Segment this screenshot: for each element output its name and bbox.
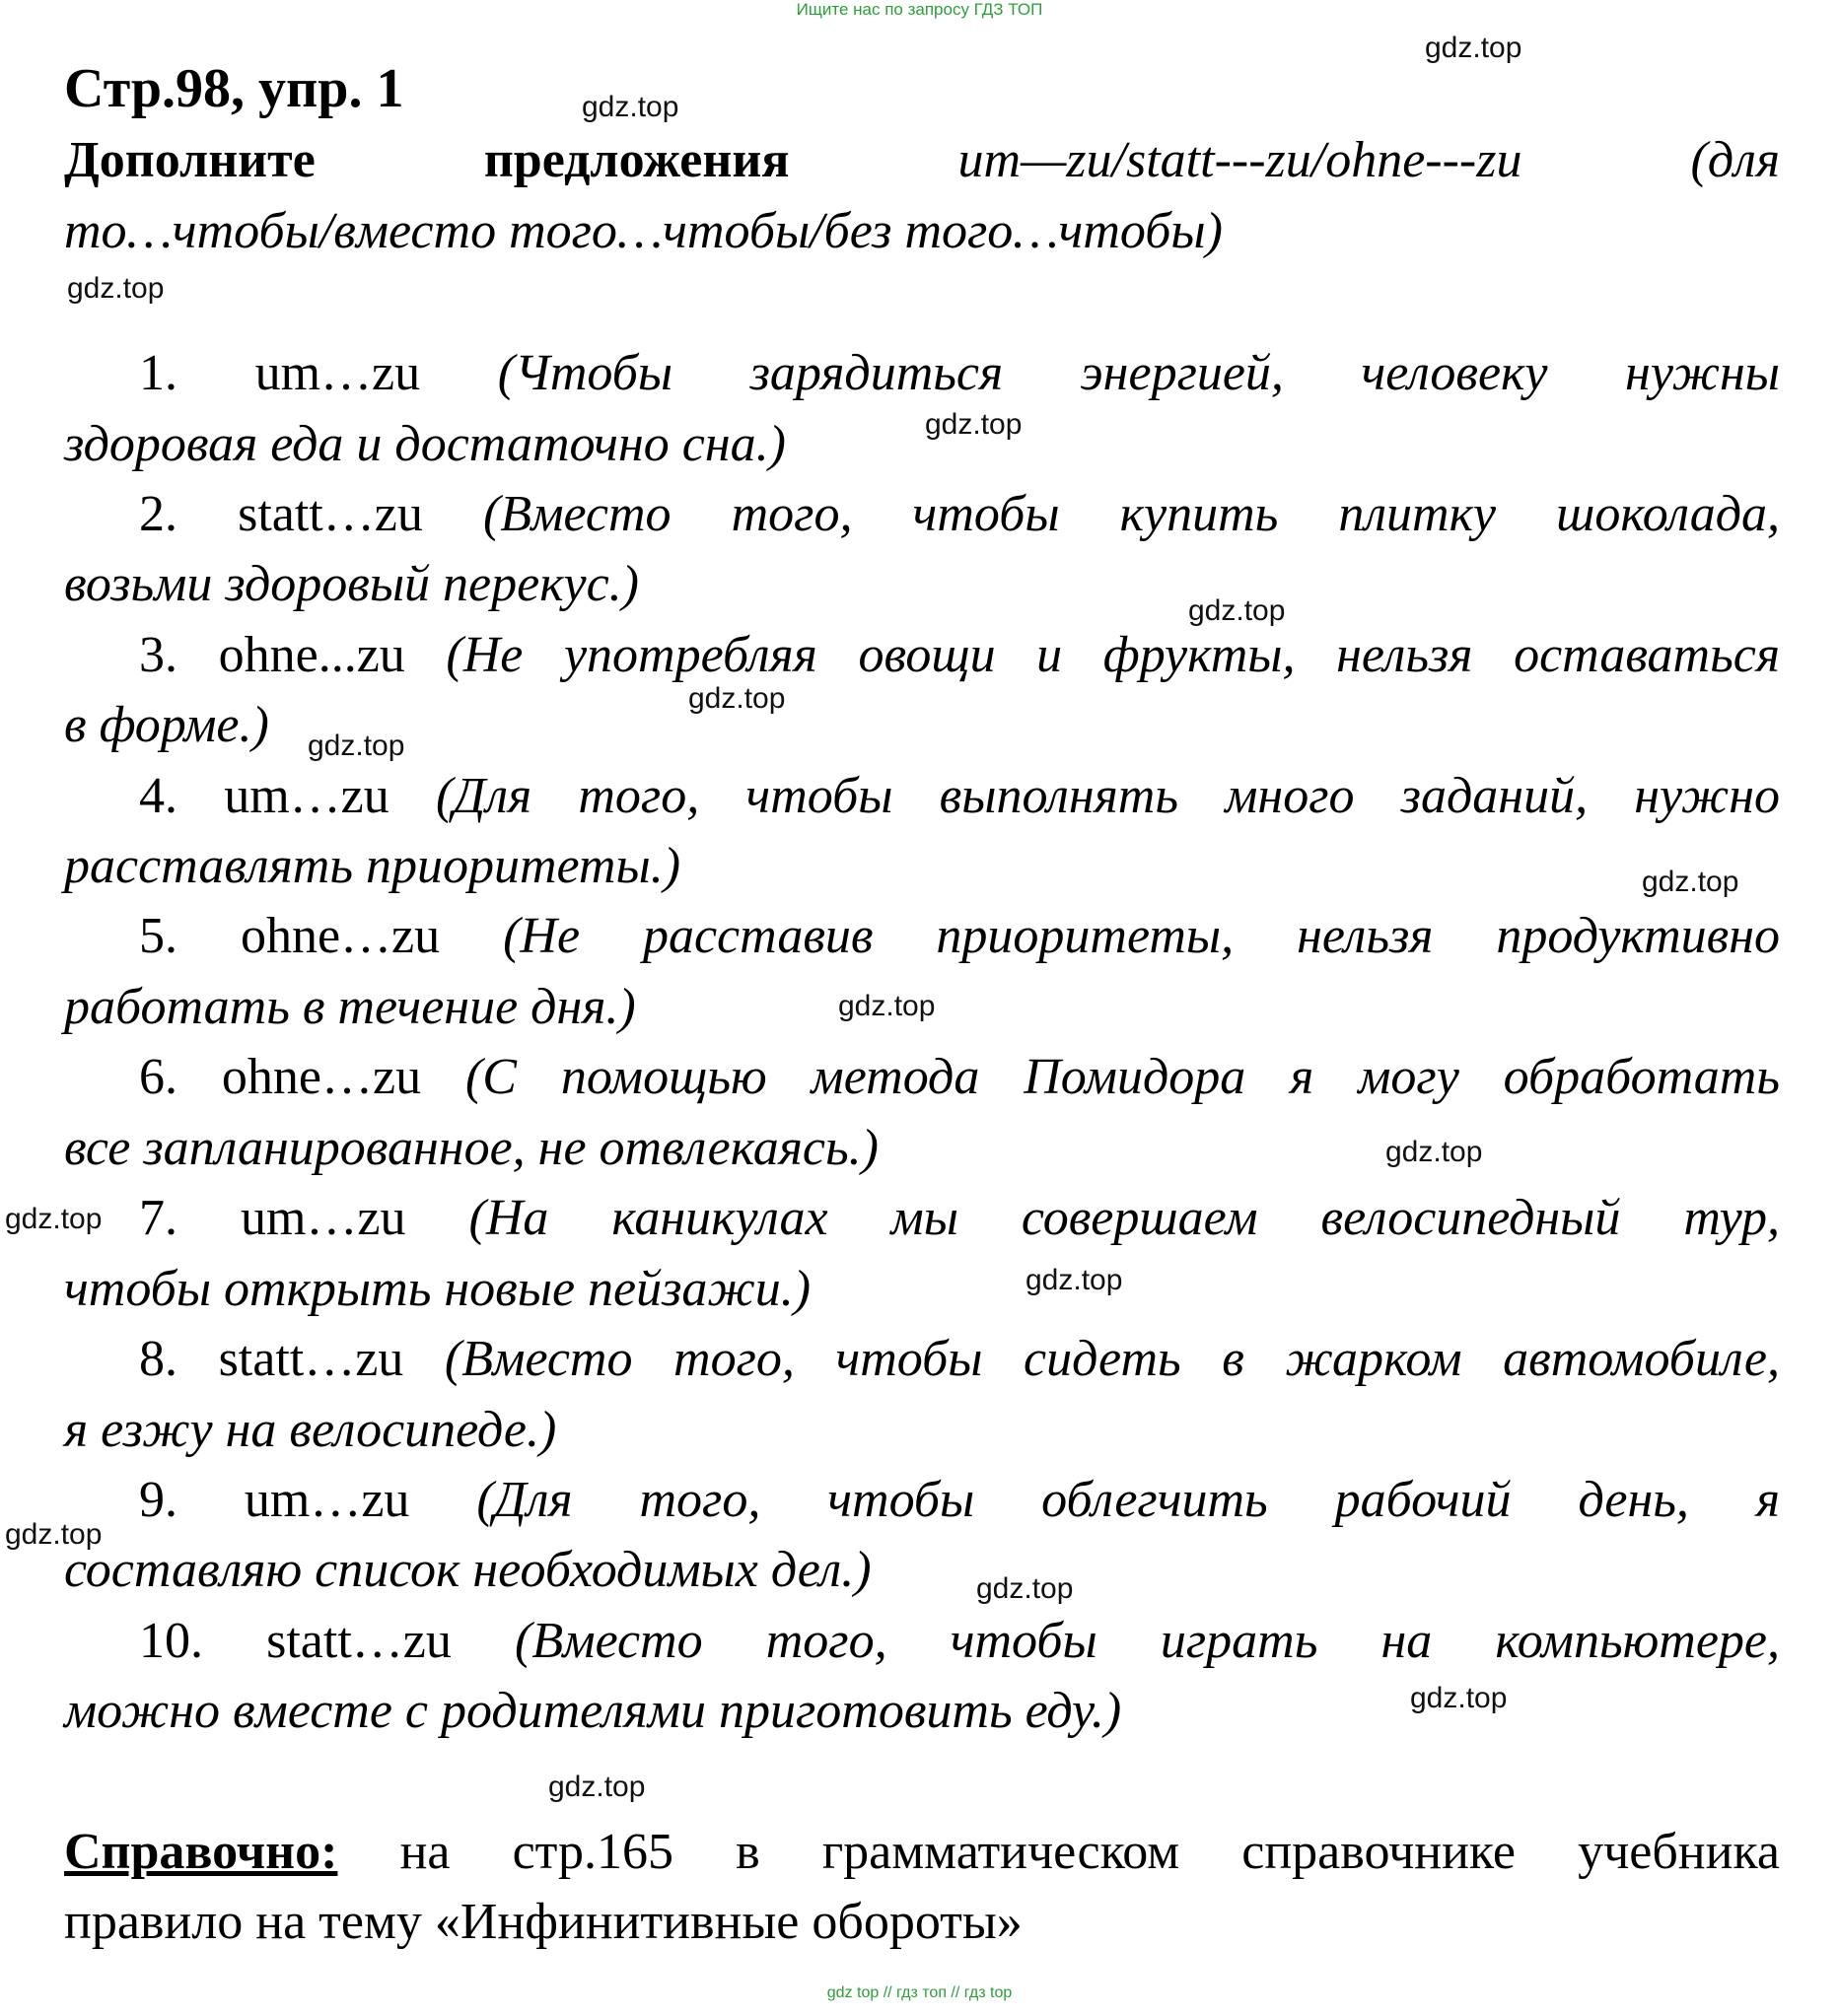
item-prep: ohne…zu [221, 1049, 422, 1105]
watermark: gdz.top [838, 990, 936, 1022]
watermark: gdz.top [548, 1771, 646, 1803]
item-9-line-1 [64, 1465, 1780, 1535]
item-1-line-1 [64, 338, 1780, 408]
item-sentence: (Не употребляя овощи и фрукты, нельзя оставаться [446, 627, 1781, 683]
item-number: 9. [139, 1472, 177, 1528]
item-10-line-1 [64, 1606, 1780, 1676]
reference-line-1 [64, 1817, 1780, 1887]
item-prep: statt…zu [218, 1331, 404, 1387]
item-sentence: (Не расставив приоритеты, нельзя продуктивно [503, 908, 1780, 964]
item-7-line-1 [64, 1183, 1780, 1253]
watermark: gdz.top [67, 272, 165, 305]
item-sentence: (Для того, чтобы облегчить рабочий день, я [476, 1472, 1780, 1528]
watermark: gdz.top [1188, 594, 1286, 627]
item-10-line-2: можно вместе с родителями приготовить еду.) [64, 1683, 1122, 1739]
watermark: gdz.top [1425, 32, 1522, 64]
item-6-line-2: все запланированное, не отвлекаясь.) [64, 1120, 879, 1176]
item-prep: ohne…zu [240, 908, 441, 964]
item-9-line-2: составляю список необходимых дел.) [64, 1542, 872, 1598]
watermark: gdz.top [1385, 1136, 1483, 1168]
item-sentence: (Вместо того, чтобы купить плитку шоколада, [482, 486, 1781, 542]
item-sentence: (Для того, чтобы выполнять много заданий, нужно [435, 768, 1781, 824]
item-number: 6. [139, 1049, 177, 1105]
item-5-line-2: работать в течение дня.) [64, 979, 636, 1035]
item-number: 10. [139, 1613, 203, 1669]
item-prep: um…zu [224, 768, 389, 824]
item-prep: statt…zu [238, 486, 423, 542]
item-prep: statt…zu [266, 1613, 452, 1669]
task-line-1 [64, 125, 1780, 195]
item-number: 7. [139, 1190, 177, 1246]
item-number: 8. [139, 1331, 177, 1387]
item-sentence: (Вместо того, чтобы играть на компьютере, [515, 1613, 1780, 1669]
watermark: gdz.top [688, 682, 786, 715]
reference-label: Справочно: [64, 1824, 338, 1880]
item-prep: um…zu [244, 1472, 410, 1528]
item-number: 1. [139, 345, 177, 401]
watermark: gdz.top [1410, 1682, 1508, 1714]
item-sentence: (На каникулах мы совершаем велосипедный тур, [468, 1190, 1781, 1246]
item-2-line-1 [64, 479, 1780, 549]
item-3-line-1 [64, 620, 1780, 690]
item-3-line-2: в форме.) [64, 697, 269, 753]
item-number: 5. [139, 908, 177, 964]
top-banner: Ищите нас по запросу ГДЗ ТОП [796, 0, 1043, 19]
item-2-line-2: возьми здоровый перекус.) [64, 556, 639, 612]
watermark: gdz.top [976, 1572, 1074, 1605]
watermark: gdz.top [925, 408, 1023, 441]
item-1-line-2: здоровая еда и достаточно сна.) [64, 416, 786, 472]
reference-text-1: на стр.165 в грамматическом справочнике учебника [399, 1824, 1780, 1880]
item-4-line-2: расставлять приоритеты.) [64, 838, 681, 894]
watermark: gdz.top [5, 1203, 103, 1235]
item-8-line-2: я езжу на велосипеде.) [64, 1402, 557, 1458]
page-title: Стр.98, упр. 1 [64, 58, 404, 119]
item-prep: ohne...zu [218, 627, 405, 683]
item-number: 3. [139, 627, 177, 683]
item-prep: um…zu [254, 345, 421, 401]
watermark: gdz.top [308, 730, 405, 762]
task-line-2: то…чтобы/вместо того…чтобы/без того…чтобы) [64, 203, 1223, 259]
item-sentence: (Чтобы зарядиться энергией, человеку нужны [497, 345, 1780, 401]
item-6-line-1 [64, 1042, 1780, 1112]
reference-line-2: правило на тему «Инфинитивные обороты» [64, 1894, 1023, 1950]
watermark: gdz.top [582, 91, 679, 123]
watermark: gdz.top [1642, 866, 1739, 898]
item-5-line-1 [64, 901, 1780, 971]
watermark: gdz.top [1026, 1264, 1123, 1296]
item-4-line-1 [64, 761, 1780, 831]
item-sentence: (С помощью метода Помидора я могу обработать [464, 1049, 1781, 1105]
item-prep: um…zu [240, 1190, 406, 1246]
watermark: gdz.top [5, 1518, 103, 1551]
task-bold: Дополните предложения [64, 132, 790, 188]
item-sentence: (Вместо того, чтобы сидеть в жарком автомобиле, [444, 1331, 1780, 1387]
item-number: 4. [139, 768, 177, 824]
item-number: 2. [139, 486, 177, 542]
item-8-line-1 [64, 1324, 1780, 1394]
task-italic-1: um—zu/statt---zu/ohne---zu (для [957, 132, 1780, 188]
bottom-banner: gdz top // гдз топ // гдз top [826, 1984, 1013, 2001]
item-7-line-2: чтобы открыть новые пейзажи.) [64, 1261, 812, 1317]
